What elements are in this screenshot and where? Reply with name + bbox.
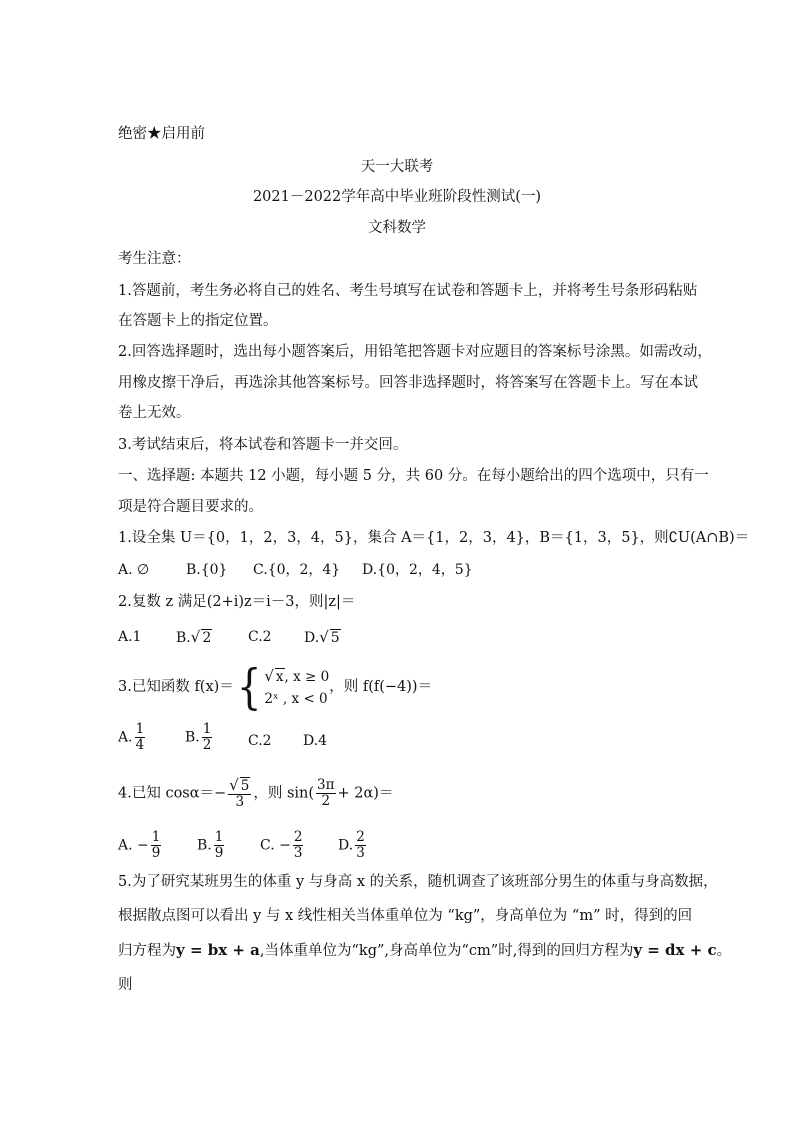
q2-option-a: A.1: [118, 629, 142, 645]
exam-title: 2021－2022学年高中毕业班阶段性测试(一): [252, 189, 542, 205]
q4-stem-prefix: 4.已知 cosα＝−: [118, 785, 227, 802]
q4-option-b: [197, 830, 226, 861]
q1-stem: 1.设全集 U＝{0，1，2，3，4，5}，集合 A＝{1，2，3，4}，B＝{1，3，5}，则∁U(A∩B)＝: [118, 530, 750, 546]
q2-option-d-radicand: 5: [330, 630, 340, 646]
notice-title: 考生注意：: [118, 251, 191, 267]
q2-option-d: D.√ 5: [304, 628, 340, 646]
q4-angle-numerator: 3π: [317, 777, 335, 793]
q3-case-1-condition: , x ≥ 0: [284, 668, 330, 685]
q1-option-a: A. ∅: [118, 562, 150, 578]
secret-label: 绝密★启用前: [118, 126, 205, 142]
q2-option-b-label: B.: [176, 630, 191, 646]
q5-line-3-prefix: 归方程为: [118, 943, 176, 959]
q2-option-c: C.2: [248, 629, 272, 645]
q3-option-a-numerator: 1: [135, 721, 145, 737]
notice-item-1-line-1: 1.答题前，考生务必将自己的姓名、考生号填写在试卷和答题卡上，并将考生号条形码粘贴: [118, 283, 698, 299]
q3-option-c: C.2: [248, 733, 272, 749]
q4-option-c: [260, 830, 305, 861]
q3-option-b: [185, 722, 214, 753]
q4-option-c-numerator: 2: [293, 829, 303, 845]
q4-option-d-denominator: 3: [356, 845, 365, 861]
q4-stem-middle: ，则 sin(: [253, 785, 315, 802]
q5-line-3-end: 。: [716, 943, 732, 959]
notice-item-1-line-2: 在答题卡上的指定位置。: [118, 313, 278, 329]
q2-stem: 2.复数 z 满足(2+i)z＝i－3，则|z|＝: [118, 594, 356, 610]
q4-stem: [118, 777, 393, 810]
q4-option-a-label: A. −: [118, 837, 149, 854]
q5-line-3-middle: ,当体重单位为“kg”,身高单位为“cm”时,得到的回归方程为: [259, 943, 634, 959]
notice-item-2-line-1: 2.回答选择题时，选出每小题答案后，用铅笔把答题卡对应题目的答案标号涂黑。如需改动，: [118, 344, 712, 360]
q4-cos-numerator-radicand: 5: [240, 778, 250, 794]
q3-option-a: [118, 722, 147, 753]
q3-option-b-numerator: 1: [202, 721, 212, 737]
section-1-line-2: 项是符合题目要求的。: [118, 499, 263, 515]
q5-equation-1: y = bx + a: [176, 941, 260, 959]
q4-angle-denominator: 2: [321, 793, 331, 809]
q5-equation-2: y = dx + c: [633, 941, 717, 959]
q3-case-2: 2ˣ , x < 0: [264, 690, 328, 707]
q4-option-a-numerator: 1: [151, 829, 161, 845]
q3-option-a-label: A.: [118, 729, 133, 746]
q3-option-b-denominator: 2: [202, 737, 212, 753]
notice-item-3: 3.考试结束后，将本试卷和答题卡一并交回。: [118, 437, 408, 453]
q2-option-d-label: D.: [304, 630, 320, 646]
q3-option-a-denominator: 4: [135, 737, 145, 753]
q3-stem-suffix: ，则 f(f(−4))＝: [329, 679, 433, 695]
org-title: 天一大联考: [360, 159, 434, 175]
q4-option-d-numerator: 2: [356, 829, 365, 845]
q1-option-d: D.{0，2，4，5}: [362, 562, 473, 578]
q3-case-1-radicand: x: [275, 668, 284, 685]
q4-option-b-numerator: 1: [214, 829, 224, 845]
q4-cos-denominator: 3: [235, 794, 245, 810]
q3-stem-prefix: 3.已知函数 f(x)＝: [118, 679, 234, 695]
q1-option-b: B.{0}: [186, 562, 228, 578]
q4-option-d-label: D.: [338, 837, 354, 854]
q4-option-a: [118, 830, 163, 861]
q3-stem: 3.已知函数 f(x)＝{ √ x, x ≥ 0 2ˣ , x < 0 ，则 f(f(−4))＝: [118, 659, 433, 715]
q4-option-b-denominator: 9: [214, 845, 224, 861]
q4-option-d: [338, 830, 368, 861]
q5-line-2: 根据散点图可以看出 y 与 x 线性相关当体重单位为 “kg”，身高单位为 “m” 时，得到的回: [118, 908, 693, 924]
section-1-line-1: 一、选择题: 本题共 12 小题，每小题 5 分，共 60 分。在每小题给出的四个选项中，只有一: [118, 468, 709, 484]
q1-option-c: C.{0，2，4}: [253, 562, 341, 578]
q4-stem-suffix: + 2α)＝: [337, 785, 394, 802]
q5-line-3: [118, 940, 731, 961]
q4-option-b-label: B.: [197, 837, 212, 854]
q3-piecewise: √ x, x ≥ 0 2ˣ , x < 0: [264, 665, 329, 710]
q3-option-b-label: B.: [185, 729, 200, 746]
q4-option-c-label: C. −: [260, 837, 291, 854]
subject-title: 文科数学: [368, 220, 426, 236]
notice-item-2-line-3: 卷上无效。: [118, 405, 191, 421]
q5-line-1: 5.为了研究某班男生的体重 y 与身高 x 的关系，随机调查了该班部分男生的体重与身高数据，: [118, 874, 718, 890]
q4-option-a-denominator: 9: [151, 845, 161, 861]
q4-cos-numerator: √ 5: [229, 776, 250, 794]
q3-option-d: D.4: [303, 733, 328, 749]
q4-option-c-denominator: 3: [293, 845, 303, 861]
q2-option-b: B.√ 2: [176, 628, 212, 646]
q2-option-b-radicand: 2: [202, 630, 212, 646]
q5-line-4: 则: [118, 977, 133, 993]
notice-item-2-line-2: 用橡皮擦干净后，再选涂其他答案标号。回答非选择题时，将答案写在答题卡上。写在本试: [118, 375, 698, 391]
